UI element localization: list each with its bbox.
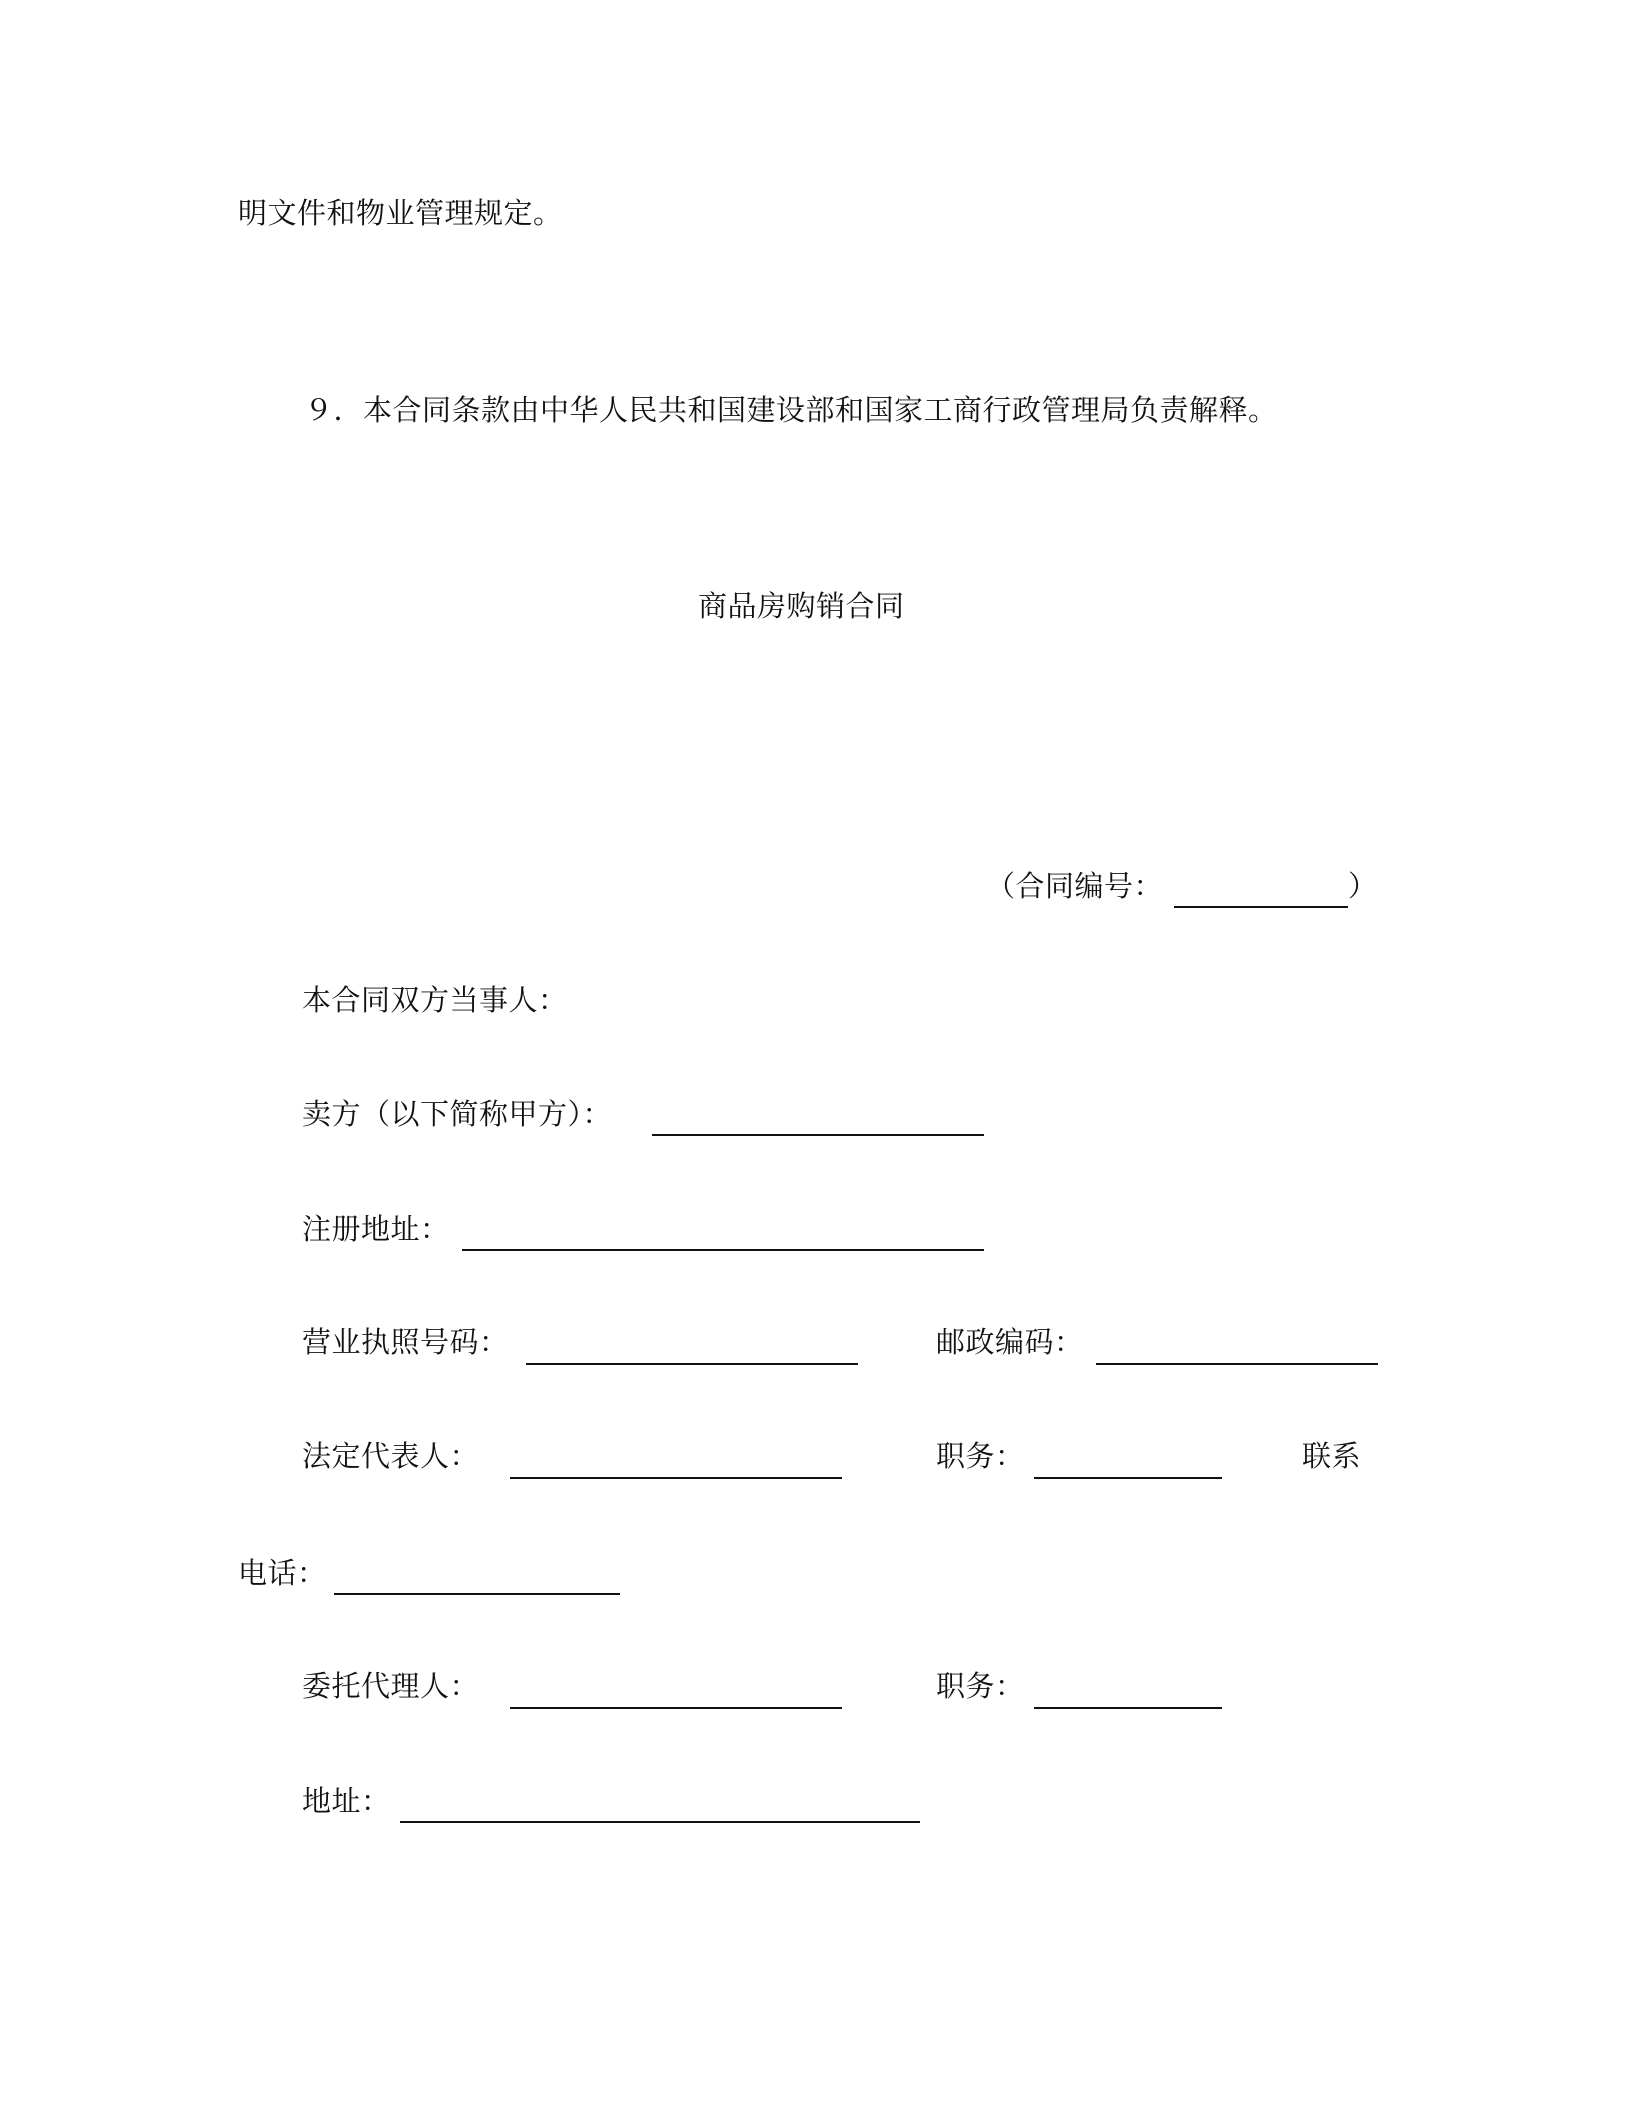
- parties-heading: 本合同双方当事人：: [302, 983, 568, 1017]
- position-field-2[interactable]: [1034, 1707, 1222, 1709]
- legal-representative-label: 法定代表人：: [302, 1439, 480, 1473]
- registered-address-label: 注册地址：: [302, 1212, 450, 1246]
- postal-code-field[interactable]: [1096, 1363, 1378, 1365]
- contact-prefix: 联系: [1302, 1439, 1362, 1473]
- phone-field[interactable]: [334, 1593, 620, 1595]
- continuation-line: 明文件和物业管理规定。: [238, 196, 563, 230]
- business-license-label: 营业执照号码：: [302, 1325, 509, 1359]
- position-label-2: 职务：: [936, 1669, 1025, 1703]
- phone-label: 电话：: [238, 1556, 327, 1590]
- contract-number-field[interactable]: [1174, 906, 1348, 908]
- position-label-1: 职务：: [936, 1439, 1025, 1473]
- seller-field[interactable]: [652, 1134, 984, 1136]
- contract-title: 商品房购销合同: [698, 589, 905, 623]
- seller-label: 卖方（以下简称甲方）：: [302, 1097, 613, 1131]
- agent-field[interactable]: [510, 1707, 842, 1709]
- business-license-field[interactable]: [526, 1363, 858, 1365]
- agent-label: 委托代理人：: [302, 1669, 480, 1703]
- address-field[interactable]: [400, 1821, 920, 1823]
- registered-address-field[interactable]: [462, 1249, 984, 1251]
- address-label: 地址：: [302, 1784, 391, 1818]
- clause-9: ９．本合同条款由中华人民共和国建设部和国家工商行政管理局负责解释。: [304, 393, 1278, 427]
- contract-number-close: ）: [1348, 869, 1378, 903]
- legal-representative-field[interactable]: [510, 1477, 842, 1479]
- postal-code-label: 邮政编码：: [936, 1325, 1084, 1359]
- position-field-1[interactable]: [1034, 1477, 1222, 1479]
- contract-number-label: （合同编号：: [986, 869, 1164, 903]
